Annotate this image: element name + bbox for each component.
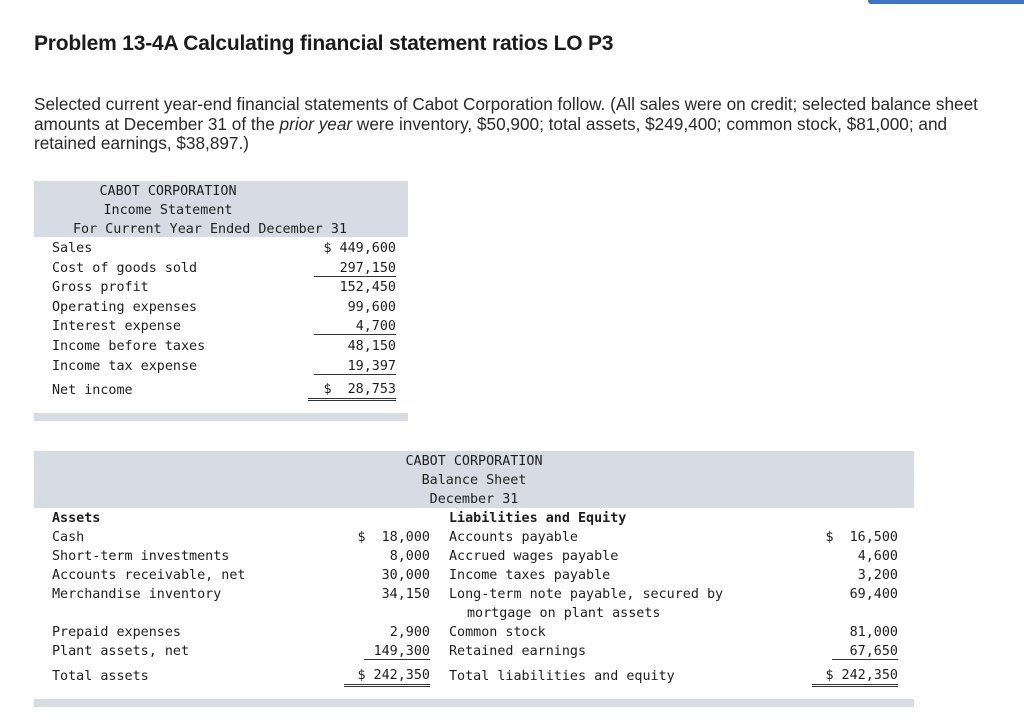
top-accent-bar xyxy=(868,0,1024,4)
assets-heading: Assets xyxy=(52,511,101,526)
liability-row-value: 3,200 xyxy=(857,568,898,583)
asset-row-label: Merchandise inventory xyxy=(52,587,222,602)
income-row-label: Interest expense xyxy=(52,319,181,334)
intro-emphasis: prior year xyxy=(279,113,353,134)
income-row-value: 297,150 xyxy=(314,261,396,277)
income-row-label: Operating expenses xyxy=(52,300,198,315)
liability-row-value: 4,600 xyxy=(857,549,898,564)
balance-sheet-footer-bar xyxy=(34,699,914,707)
asset-row-value: 149,300 xyxy=(364,644,430,660)
income-row-value: 152,450 xyxy=(339,280,396,295)
income-statement-period: For Current Year Ended December 31 xyxy=(72,222,348,237)
asset-row-label: Accounts receivable, net xyxy=(52,568,246,583)
liability-row-label: Long-term note payable, secured by xyxy=(449,587,724,602)
total-assets-label: Total assets xyxy=(52,669,149,684)
liability-row-value: 69,400 xyxy=(849,587,898,602)
asset-row-label: Plant assets, net xyxy=(52,644,190,659)
problem-intro xyxy=(34,95,1009,154)
equity-row-value: 67,650 xyxy=(832,644,898,660)
equity-row-label: Common stock xyxy=(449,625,546,640)
income-row-label: Cost of goods sold xyxy=(52,261,198,276)
liability-row-label: Income taxes payable xyxy=(449,568,611,583)
liability-row-label: Accrued wages payable xyxy=(449,549,619,564)
asset-row-label: Cash xyxy=(52,530,85,545)
balance-company-name: CABOT CORPORATION xyxy=(405,454,543,469)
income-row-label: Net income xyxy=(52,383,133,398)
total-liabilities-equity-value: $ 242,350 xyxy=(812,667,898,687)
asset-row-value: 8,000 xyxy=(389,549,430,564)
asset-row-value: $ 18,000 xyxy=(357,530,430,545)
balance-sheet-table xyxy=(34,451,914,707)
income-row-label: Gross profit xyxy=(52,280,149,295)
liabilities-equity-heading: Liabilities and Equity xyxy=(449,511,627,526)
asset-row-value: 34,150 xyxy=(381,587,430,602)
liability-row-label-continued: mortgage on plant assets xyxy=(467,606,661,621)
income-row-label: Income tax expense xyxy=(52,359,198,374)
liability-row-label: Accounts payable xyxy=(449,530,578,545)
income-row-value: 4,700 xyxy=(314,319,396,335)
balance-sheet-date: December 31 xyxy=(429,492,519,507)
asset-row-label: Prepaid expenses xyxy=(52,625,181,640)
income-row-label: Income before taxes xyxy=(52,339,206,354)
problem-title: Problem 13-4A Calculating financial statement ratios LO P3 xyxy=(34,32,614,55)
income-row-value: 19,397 xyxy=(314,359,396,375)
total-liabilities-equity-label: Total liabilities and equity xyxy=(449,669,675,684)
income-statement-title: Income Statement xyxy=(103,203,233,218)
equity-row-value: 81,000 xyxy=(849,625,898,640)
balance-sheet-title: Balance Sheet xyxy=(421,473,527,488)
asset-row-value: 2,900 xyxy=(389,625,430,640)
income-row-value: $ 449,600 xyxy=(323,241,396,256)
income-row-value: 48,150 xyxy=(347,339,396,354)
income-row-value: 99,600 xyxy=(347,300,396,315)
asset-row-value: 30,000 xyxy=(381,568,430,583)
intro-text-2: were inventory, $50,900; total assets, $249,400; common stock, $81,000; and retained earnings, $38,897.) xyxy=(34,113,948,153)
income-row-value: $ 28,753 xyxy=(308,381,396,401)
asset-row-label: Short-term investments xyxy=(52,549,230,564)
total-assets-value: $ 242,350 xyxy=(344,667,430,687)
equity-row-label: Retained earnings xyxy=(449,644,587,659)
income-company-name: CABOT CORPORATION xyxy=(99,184,237,199)
income-statement-footer-bar xyxy=(34,413,408,421)
intro-text-1: Selected current year-end financial statements of Cabot Corporation follow. (All sales were on credit; selected balance sheet amounts at December 31 of the xyxy=(34,94,978,134)
liability-row-value: $ 16,500 xyxy=(825,530,898,545)
income-row-label: Sales xyxy=(52,241,93,256)
income-statement-table xyxy=(34,181,408,421)
